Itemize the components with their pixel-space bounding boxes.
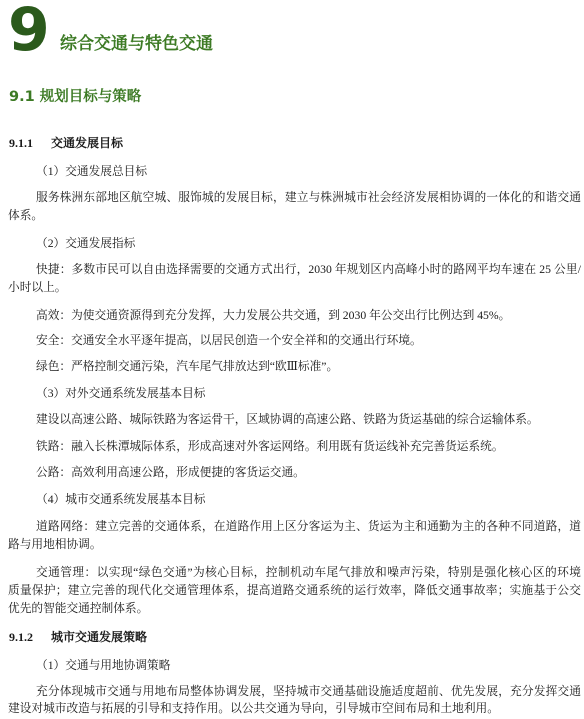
subsection-number: 9.1.2 xyxy=(9,630,33,644)
paragraph-line: 铁路：融入长株潭城际体系，形成高速对外客运网络。利用既有货运线补充完善货运系统。 xyxy=(36,440,504,453)
section-title: 规划目标与策略 xyxy=(39,89,142,105)
item-heading: （2）交通发展指标 xyxy=(36,237,136,250)
subsection-heading xyxy=(9,134,123,152)
paragraph-line: 交通管理：以实现“绿色交通”为核心目标，控制机动车尾气排放和噪声污染，特别是强化核心区的环境 xyxy=(36,566,581,579)
paragraph-line: 质量保护；建立完善的现代化交通管理体系，提高道路交通系统的运行效率，降低交通事故率；实施基于公交 xyxy=(8,584,581,597)
section-number: 9.1 xyxy=(9,89,35,105)
chapter-title: 综合交通与特色交通 xyxy=(60,34,213,54)
paragraph-line: 建设以高速公路、城际铁路为客运骨干，区域协调的高速公路、铁路为货运基础的综合运输体系。 xyxy=(36,413,539,426)
paragraph-line: 安全：交通安全水平逐年提高，以居民创造一个安全祥和的交通出行环境。 xyxy=(36,334,422,347)
section-heading xyxy=(9,88,141,106)
paragraph-line: 绿色：严格控制交通污染，汽车尾气排放达到“欧Ⅲ标准”。 xyxy=(36,360,339,373)
chapter-number: 9 xyxy=(8,0,50,65)
item-heading: （1）交通发展总目标 xyxy=(36,165,148,178)
item-heading: （3）对外交通系统发展基本目标 xyxy=(36,387,206,400)
item-heading: （1）交通与用地协调策略 xyxy=(36,659,171,672)
paragraph-line: 路与用地相协调。 xyxy=(8,538,102,551)
paragraph-line: 服务株洲东部地区航空城、服饰城的发展目标，建立与株洲城市社会经济发展相协调的一体化的和谐交通 xyxy=(36,191,581,204)
paragraph-line: 高效：为使交通资源得到充分发挥，大力发展公共交通，到 2030 年公交出行比例达到 45%。 xyxy=(36,309,511,322)
paragraph-line: 道路网络：建立完善的交通体系，在道路作用上区分客运为主、货运为主和通勤为主的各种不同道路，道 xyxy=(36,520,581,533)
paragraph-line: 小时以上。 xyxy=(8,281,67,294)
paragraph-line: 优先的智能交通控制体系。 xyxy=(8,602,149,615)
paragraph-line: 公路：高效利用高速公路，形成便捷的客货运交通。 xyxy=(36,466,305,479)
item-heading: （4）城市交通系统发展基本目标 xyxy=(36,493,206,506)
subsection-title: 城市交通发展策略 xyxy=(51,630,148,644)
paragraph-line: 充分体现城市交通与用地布局整体协调发展，坚持城市交通基础设施适度超前、优先发展，充分发挥交通 xyxy=(36,685,581,698)
subsection-heading xyxy=(9,628,147,646)
paragraph-line: 体系。 xyxy=(8,209,44,222)
paragraph-line: 建设对城市改造与拓展的引导和支持作用。以公共交通为导向，引导城市空间布局和土地利用。 xyxy=(8,702,499,715)
subsection-number: 9.1.1 xyxy=(9,136,33,150)
subsection-title: 交通发展目标 xyxy=(51,136,124,150)
paragraph-line: 快捷：多数市民可以自由选择需要的交通方式出行，2030 年规划区内高峰小时的路网平均车速在 25 公里/ xyxy=(36,263,581,276)
